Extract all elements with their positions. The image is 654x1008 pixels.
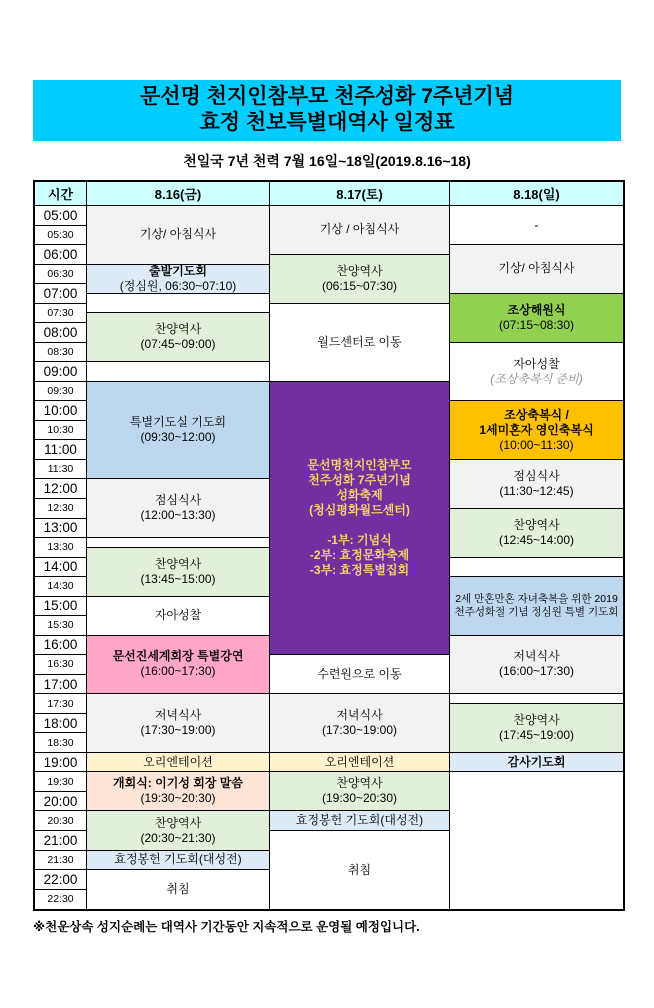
time-cell: 13:30 [35,538,87,558]
title-line-1: 문선명 천지인참부모 천주성화 7주년기념 [139,85,515,108]
event-label: 천주성화 7주년기념 [308,473,411,487]
event-label: 기상/ 아침식사 [498,261,575,276]
schedule-event [450,636,623,695]
schedule-event [87,753,270,773]
time-cell: 12:00 [35,479,87,499]
footer-note: ※천운상속 성지순례는 대역사 기간동안 지속적으로 운영될 예정입니다. [33,920,420,935]
event-label: 문선진세계회장 특별강연 [112,649,244,664]
event-label: -3부: 효정특별집회 [309,563,410,577]
event-label: (07:45~09:00) [140,337,216,352]
event-label: 천주성화절 기념 정심원 특별 기도회 [454,605,619,618]
title-line-2: 효정 천보특별대역사 일정표 [199,111,455,134]
event-label: (11:30~12:45) [499,483,574,498]
event-label: (09:30~12:00) [140,430,216,445]
event-label: 저녁식사 [154,708,202,723]
schedule-event [270,753,450,773]
schedule-event [450,245,623,294]
event-label: 찬양역사 [154,815,202,830]
schedule-event [270,304,450,382]
event-label: (12:45~14:00) [498,532,575,547]
schedule-event [87,772,270,811]
time-cell: 07:00 [35,284,87,304]
schedule-event [450,509,623,558]
time-cell: 20:00 [35,792,87,812]
event-label: 수련원으로 이동 [317,666,402,681]
event-label: 점심식사 [513,468,560,483]
event-label: 오리엔테이션 [324,754,395,769]
time-cell: 08:00 [35,323,87,343]
event-label: (조상축복식 준비) [490,371,583,386]
event-label: (청심평화월드센터) [309,503,410,517]
event-label: 자아성찰 [513,356,560,371]
time-cell: 16:30 [35,655,87,675]
event-label: 찬양역사 [154,556,202,571]
title-banner [33,80,621,141]
event-label: 특별기도실 기도회 [129,415,227,430]
event-label: (19:30~20:30) [321,791,398,806]
time-cell: 09:00 [35,362,87,382]
schedule-event [450,401,623,460]
schedule-event [450,753,623,773]
schedule-event [87,265,270,294]
event-label: 개회식: 이기성 회장 말씀 [113,776,243,791]
time-cell: 05:00 [35,206,87,226]
event-label: (13:45~15:00) [140,571,216,586]
schedule-event [270,831,450,909]
schedule-event [270,255,450,304]
time-cell: 19:00 [35,753,87,773]
schedule-event [450,343,623,402]
time-cell: 21:00 [35,831,87,851]
time-cell: 15:00 [35,597,87,617]
event-label: (10:00~11:30) [499,437,574,452]
event-label: 2세 만혼만혼 자녀축복을 위한 2019 [455,592,618,605]
time-cell: 14:30 [35,577,87,597]
event-label: 찬양역사 [336,776,383,791]
empty-cell [87,538,270,548]
event-label: 1세미혼자 영인축복식 [479,422,594,437]
event-label: 조상해원식 [507,302,566,317]
schedule-event [450,577,623,636]
schedule-event [87,851,270,871]
empty-cell [87,294,270,314]
time-cell: 18:30 [35,733,87,753]
event-label: 찬양역사 [154,322,202,337]
schedule-event [270,772,450,811]
day-header: 8.16(금) [87,182,270,206]
event-label: (17:30~19:00) [321,723,398,738]
schedule-event [450,704,623,753]
schedule-event [87,636,270,695]
schedule-event [450,460,623,509]
event-label: (정심원, 06:30~07:10) [119,278,237,293]
event-label: 성화축제 [336,488,383,502]
day-header: 8.17(토) [270,182,450,206]
schedule-event [87,548,270,597]
time-cell: 11:30 [35,460,87,480]
event-label: 저녁식사 [336,708,383,723]
time-cell: 10:30 [35,421,87,441]
time-cell: 22:00 [35,870,87,890]
time-cell: 06:30 [35,265,87,285]
empty-cell [450,694,623,704]
schedule-event [87,694,270,753]
schedule-event [87,811,270,850]
schedule-event [87,479,270,538]
event-label: (16:00~17:30) [498,664,575,679]
time-cell: 09:30 [35,382,87,402]
time-cell: 20:30 [35,811,87,831]
event-label: (20:30~21:30) [140,830,216,845]
event-label: 효정봉헌 기도회(대성전) [114,852,242,867]
empty-cell [450,772,623,909]
time-cell: 16:00 [35,636,87,656]
schedule-event [87,382,270,480]
event-label: 취침 [347,862,372,877]
schedule-event [87,313,270,362]
event-label: -2부: 효정문화축제 [309,548,410,562]
subtitle: 천일국 7년 천력 7월 16일~18일(2019.8.16~18) [183,153,471,169]
event-label: 월드센터로 이동 [317,334,402,349]
time-cell: 08:30 [35,343,87,363]
time-cell: 14:00 [35,558,87,578]
schedule-event [270,655,450,694]
event-label: (07:15~08:30) [498,317,575,332]
schedule-event [87,597,270,636]
event-label: 저녁식사 [513,649,560,664]
schedule-event [450,294,623,343]
time-cell: 15:30 [35,616,87,636]
schedule-event [270,694,450,753]
event-label: 문선명천지인참부모 [307,458,412,472]
event-label: 자아성찰 [154,608,202,623]
event-label: (19:30~20:30) [140,791,216,806]
empty-cell [87,362,270,382]
schedule-event [87,206,270,265]
time-cell: 17:30 [35,694,87,714]
schedule-event [270,382,450,655]
empty-cell [450,558,623,578]
time-cell: 13:00 [35,519,87,539]
time-cell: 22:30 [35,890,87,910]
event-label: (17:30~19:00) [140,723,216,738]
event-label: 오리엔테이션 [143,754,213,769]
time-cell: 06:00 [35,245,87,265]
event-label: - [534,217,539,232]
schedule-table [33,180,625,911]
event-label: 감사기도회 [507,754,566,769]
event-label: 점심식사 [154,493,202,508]
event-label: 기상/ 아침식사 [139,227,217,242]
event-label: (17:45~19:00) [498,727,575,742]
event-label: 찬양역사 [513,712,560,727]
event-label: 취침 [166,882,190,897]
time-cell: 17:00 [35,675,87,695]
event-label: 효정봉헌 기도회(대성전) [295,813,424,828]
time-cell: 07:30 [35,304,87,324]
time-cell: 10:00 [35,401,87,421]
day-header: 8.18(일) [450,182,623,206]
time-cell: 18:00 [35,714,87,734]
event-label: 기상 / 아침식사 [319,222,400,237]
schedule-event [87,870,270,909]
time-cell: 12:30 [35,499,87,519]
time-cell: 19:30 [35,772,87,792]
time-cell: 21:30 [35,851,87,871]
event-label: 찬양역사 [336,263,383,278]
schedule-event [270,206,450,255]
event-label: (16:00~17:30) [140,664,216,679]
event-label: -1부: 기념식 [327,533,392,547]
time-cell: 11:00 [35,440,87,460]
schedule-event [450,206,623,245]
event-label: 조상축복식 / [504,407,569,422]
event-label: (12:00~13:30) [140,508,216,523]
time-column-header: 시간 [35,182,87,206]
event-label: 찬양역사 [513,517,560,532]
time-cell: 05:30 [35,226,87,246]
schedule-event [270,811,450,831]
event-label: (06:15~07:30) [321,278,398,293]
event-label: 출발기도회 [149,264,207,278]
